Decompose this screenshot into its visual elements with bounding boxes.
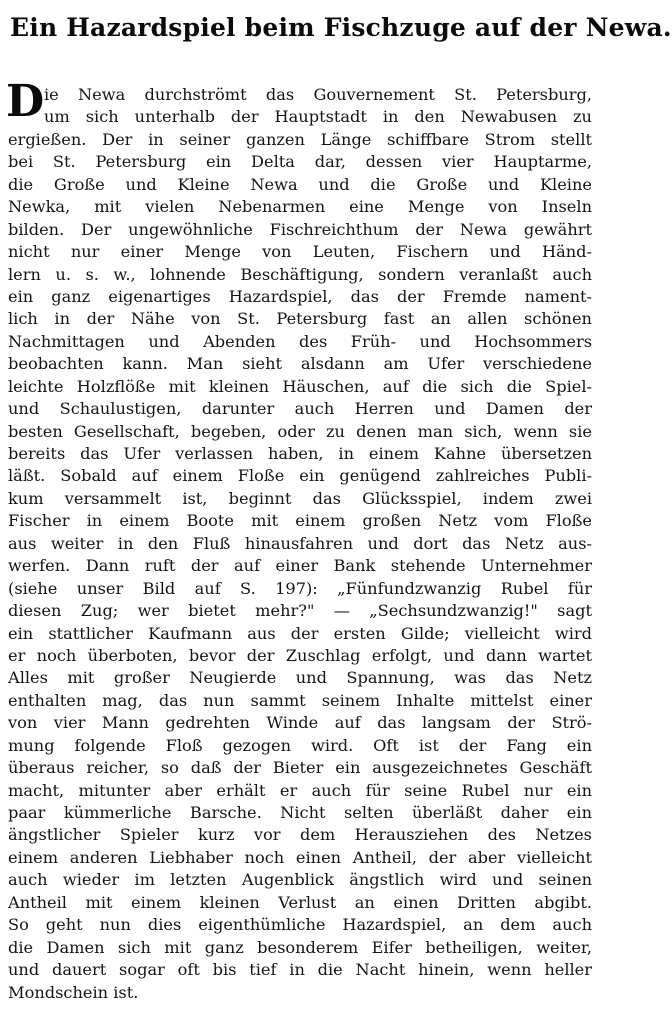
text-line: bereits das Ufer verlassen haben, in einem Kahne übersetzen	[8, 444, 592, 463]
text-line: macht, mitunter aber erhält er auch für seine Rubel nur ein	[8, 780, 592, 800]
text-line: er noch überboten, bevor der Zuschlag erfolgt, und dann wartet	[8, 645, 592, 665]
text-line: besten Gesellschaft, begeben, oder zu denen man sich, wenn sie	[8, 421, 592, 441]
text-line: um sich unterhalb der Hauptstadt in den Newabusen zu	[44, 107, 592, 127]
text-line: läßt. Sobald auf einem Floße ein genügend zahlreiches Publi-	[8, 466, 592, 486]
text-line: Alles mit großer Neugierde und Spannung, was das Netz	[8, 668, 592, 688]
text-line: von vier Mann gedrehten Winde auf das langsam der Strö-	[8, 713, 592, 733]
text-line: Newka, mit vielen Nebenarmen eine Menge von Inseln	[8, 197, 592, 217]
article-body	[8, 84, 592, 1004]
text-line: überaus reicher, so daß der Bieter ein ausgezeichnetes Geschäft	[8, 758, 592, 778]
text-line: bei St. Petersburg ein Delta dar, dessen vier Hauptarme,	[8, 152, 592, 172]
text-line: ie Newa durchströmt das Gouvernement St. Petersburg,	[44, 85, 592, 104]
text-line: bilden. Der ungewöhnliche Fischreichthum der Newa gewährt	[8, 219, 592, 239]
text-line: kum versammelt ist, beginnt das Glücksspiel, indem zwei	[8, 488, 592, 508]
text-line: mung folgende Floß gezogen wird. Oft ist der Fang ein	[8, 735, 592, 755]
text-line: und dauert sogar oft bis tief in die Nacht hinein, wenn heller	[8, 960, 592, 980]
text-line: ein ganz eigenartiges Hazardspiel, das der Fremde nament-	[8, 286, 592, 306]
text-line: lich in der Nähe von St. Petersburg fast an allen schönen	[8, 309, 592, 329]
text-line: die Große und Kleine Newa und die Große und Kleine	[8, 174, 592, 194]
text-line: beobachten kann. Man sieht alsdann am Ufer verschiedene	[8, 354, 592, 374]
text-line: Fischer in einem Boote mit einem großen Netz vom Floße	[8, 511, 592, 531]
drop-cap: D	[6, 76, 45, 127]
text-line: auch wieder im letzten Augenblick ängstlich wird und seinen	[8, 870, 592, 890]
text-line: ein stattlicher Kaufmann aus der ersten Gilde; vielleicht wird	[8, 623, 592, 643]
text-line: Antheil mit einem kleinen Verlust an einen Dritten abgibt.	[8, 892, 592, 912]
text-line: ängstlicher Spieler kurz vor dem Herausziehen des Netzes	[8, 825, 592, 845]
text-line: Nachmittagen und Abenden des Früh- und Hochsommers	[8, 331, 592, 351]
text-line: lern u. s. w., lohnende Beschäftigung, sondern veranlaßt auch	[8, 264, 592, 284]
text-line: enthalten mag, das nun sammt seinem Inhalte mittelst einer	[8, 690, 592, 710]
text-line: werfen. Dann ruft der auf einer Bank stehende Unternehmer	[8, 556, 592, 576]
text-line: nicht nur einer Menge von Leuten, Fischern und Händ-	[8, 242, 592, 262]
text-line: diesen Zug; wer bietet mehr?" — „Sechsundzwanzig!" sagt	[8, 601, 592, 621]
text-line: So geht nun dies eigenthümliche Hazardspiel, an dem auch	[8, 915, 592, 935]
article-title: Ein Hazardspiel beim Fischzuge auf der Newa.	[10, 13, 672, 42]
text-line: die Damen sich mit ganz besonderem Eifer betheiligen, weiter,	[8, 937, 592, 957]
text-line: paar kümmerliche Barsche. Nicht selten überläßt daher ein	[8, 803, 592, 822]
text-line: und Schaulustigen, darunter auch Herren und Damen der	[8, 399, 592, 419]
text-line: ergießen. Der in seiner ganzen Länge schiffbare Strom stellt	[8, 129, 592, 149]
text-line: leichte Holzflöße mit kleinen Häuschen, auf die sich die Spiel-	[8, 376, 592, 396]
text-line: einem anderen Liebhaber noch einen Antheil, der aber vielleicht	[8, 847, 592, 867]
text-line: aus weiter in den Fluß hinausfahren und dort das Netz aus-	[8, 533, 592, 553]
text-line: (siehe unser Bild auf S. 197): „Fünfundzwanzig Rubel für	[8, 578, 592, 598]
text-line: Mondschein ist.	[8, 982, 139, 1002]
